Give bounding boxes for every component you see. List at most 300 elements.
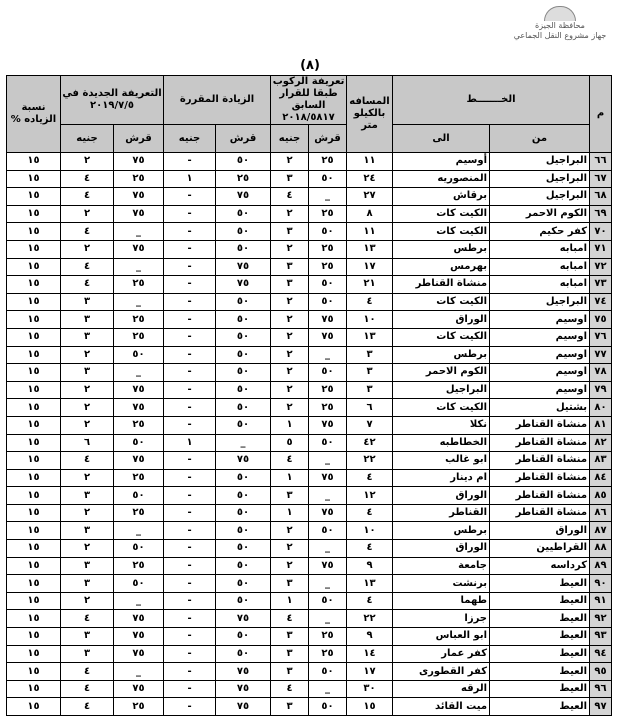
distance-cell: ٣ — [347, 381, 393, 399]
distance-cell: ٢٢ — [347, 610, 393, 628]
to-cell: نكلا — [393, 416, 490, 434]
new-pound-cell: ٢ — [61, 592, 114, 610]
col-distance-header: المسافه بالكيلو متر — [347, 76, 393, 153]
percent-cell: ١٥ — [7, 416, 61, 434]
percent-cell: ١٥ — [7, 205, 61, 223]
from-cell: منشاة القناطر — [490, 469, 590, 487]
distance-cell: ١٢ — [347, 487, 393, 505]
distance-cell: ١٠ — [347, 522, 393, 540]
from-cell: منشاة القناطر — [490, 434, 590, 452]
old-qirsh-cell: ٥٠ — [309, 434, 347, 452]
row-index: ٨٠ — [590, 399, 612, 417]
col-new-fare-header: التعريفة الجديدة في ٢٠١٩/٧/٥ — [61, 76, 164, 125]
percent-cell: ١٥ — [7, 258, 61, 276]
new-pound-cell: ٢ — [61, 346, 114, 364]
old-qirsh-cell: ٢٥ — [309, 205, 347, 223]
distance-cell: ٢١ — [347, 276, 393, 294]
percent-cell: ١٥ — [7, 188, 61, 206]
old-pound-cell: ٢ — [271, 540, 309, 558]
new-qirsh-cell: ٥٠ — [114, 346, 164, 364]
old-qirsh-cell: ٧٥ — [309, 416, 347, 434]
new-qirsh-cell: ٧٥ — [114, 188, 164, 206]
old-qirsh-cell: _ — [309, 610, 347, 628]
table-row — [7, 205, 612, 223]
new-pound-cell: ٢ — [61, 504, 114, 522]
to-cell: الكيت كات — [393, 399, 490, 417]
percent-cell: ١٥ — [7, 469, 61, 487]
row-index: ٦٨ — [590, 188, 612, 206]
to-cell: أوسيم — [393, 153, 490, 171]
inc-pound-cell: - — [164, 416, 216, 434]
distance-cell: ١٥ — [347, 698, 393, 716]
old-qirsh-cell: ٥٠ — [309, 592, 347, 610]
inc-pound-cell: - — [164, 311, 216, 329]
to-cell: الكوم الاحمر — [393, 364, 490, 382]
inc-pound-cell: - — [164, 346, 216, 364]
old-pound-cell: ١ — [271, 416, 309, 434]
new-pound-cell: ٣ — [61, 364, 114, 382]
row-index: ٧١ — [590, 240, 612, 258]
percent-cell: ١٥ — [7, 522, 61, 540]
inc-pound-cell: - — [164, 469, 216, 487]
old-pound-cell: ٣ — [271, 170, 309, 188]
inc-qirsh-cell: ٥٠ — [216, 504, 271, 522]
distance-cell: ٨ — [347, 205, 393, 223]
new-qirsh-cell: ٢٥ — [114, 698, 164, 716]
inc-pound-cell: - — [164, 240, 216, 258]
new-pound-cell: ٤ — [61, 170, 114, 188]
page-number: (٨) — [300, 58, 320, 73]
inc-pound-cell: - — [164, 698, 216, 716]
col-percent-header: نسبة الزياده % — [7, 76, 61, 153]
new-pound-cell: ٣ — [61, 628, 114, 646]
row-index: ٨٤ — [590, 469, 612, 487]
percent-cell: ١٥ — [7, 663, 61, 681]
from-cell: الوراق — [490, 522, 590, 540]
old-pound-cell: ٢ — [271, 346, 309, 364]
row-index: ٧٦ — [590, 328, 612, 346]
col-route-header: الخـــــــط — [393, 76, 590, 125]
col-inc-qirsh-header: قرش — [216, 125, 271, 153]
inc-qirsh-cell: ٧٥ — [216, 452, 271, 470]
percent-cell: ١٥ — [7, 610, 61, 628]
inc-qirsh-cell: ٥٠ — [216, 381, 271, 399]
from-cell: العيط — [490, 610, 590, 628]
table-row — [7, 698, 612, 716]
distance-cell: ٤ — [347, 469, 393, 487]
old-pound-cell: ٢ — [271, 364, 309, 382]
to-cell: كفر عمار — [393, 645, 490, 663]
to-cell: ميت القائد — [393, 698, 490, 716]
table-row — [7, 240, 612, 258]
from-cell: بشتيل — [490, 399, 590, 417]
to-cell: كفر القطورى — [393, 663, 490, 681]
from-cell: العيط — [490, 698, 590, 716]
inc-qirsh-cell: ٥٠ — [216, 328, 271, 346]
new-qirsh-cell: _ — [114, 592, 164, 610]
inc-pound-cell: - — [164, 540, 216, 558]
row-index: ٩٥ — [590, 663, 612, 681]
percent-cell: ١٥ — [7, 399, 61, 417]
inc-pound-cell: - — [164, 293, 216, 311]
col-increase-header: الزيادة المقررة — [164, 76, 271, 125]
new-qirsh-cell: _ — [114, 223, 164, 241]
new-qirsh-cell: ٧٥ — [114, 610, 164, 628]
row-index: ٦٦ — [590, 153, 612, 171]
new-qirsh-cell: _ — [114, 364, 164, 382]
percent-cell: ١٥ — [7, 240, 61, 258]
old-qirsh-cell: ٧٥ — [309, 311, 347, 329]
col-old-fare-header: تعريفة الركوب طبقا للقرار السابق ٢٠١٨/٥٨١٧ — [271, 76, 347, 125]
to-cell: المنصوريه — [393, 170, 490, 188]
row-index: ٧٨ — [590, 364, 612, 382]
from-cell: كرداسه — [490, 557, 590, 575]
old-qirsh-cell: ٥٠ — [309, 522, 347, 540]
old-qirsh-cell: ٥٠ — [309, 170, 347, 188]
old-pound-cell: ٣ — [271, 258, 309, 276]
old-pound-cell: ٣ — [271, 276, 309, 294]
inc-qirsh-cell: ٥٠ — [216, 311, 271, 329]
new-qirsh-cell: ٢٥ — [114, 469, 164, 487]
to-cell: منشاة القناطر — [393, 276, 490, 294]
distance-cell: ٤ — [347, 592, 393, 610]
old-qirsh-cell: ٢٥ — [309, 399, 347, 417]
distance-cell: ٤ — [347, 293, 393, 311]
to-cell: الرقه — [393, 680, 490, 698]
distance-cell: ٦ — [347, 399, 393, 417]
old-qirsh-cell: _ — [309, 540, 347, 558]
inc-qirsh-cell: ٥٠ — [216, 416, 271, 434]
percent-cell: ١٥ — [7, 680, 61, 698]
new-qirsh-cell: _ — [114, 293, 164, 311]
table-row — [7, 452, 612, 470]
percent-cell: ١٥ — [7, 645, 61, 663]
row-index: ٧٤ — [590, 293, 612, 311]
from-cell: امبابه — [490, 276, 590, 294]
row-index: ٨٧ — [590, 522, 612, 540]
table-row — [7, 170, 612, 188]
old-pound-cell: ١ — [271, 504, 309, 522]
new-qirsh-cell: ٢٥ — [114, 276, 164, 294]
dome-icon — [544, 6, 576, 21]
col-inc-pound-header: جنيه — [164, 125, 216, 153]
new-qirsh-cell: _ — [114, 663, 164, 681]
row-index: ٩٧ — [590, 698, 612, 716]
new-pound-cell: ٤ — [61, 276, 114, 294]
old-qirsh-cell: _ — [309, 575, 347, 593]
old-qirsh-cell: ٢٥ — [309, 628, 347, 646]
new-pound-cell: ٢ — [61, 540, 114, 558]
new-qirsh-cell: ٢٥ — [114, 328, 164, 346]
new-pound-cell: ٣ — [61, 487, 114, 505]
fare-table — [6, 75, 612, 716]
old-pound-cell: ٢ — [271, 381, 309, 399]
distance-cell: ١٧ — [347, 663, 393, 681]
percent-cell: ١٥ — [7, 223, 61, 241]
old-qirsh-cell: ٢٥ — [309, 645, 347, 663]
percent-cell: ١٥ — [7, 381, 61, 399]
distance-cell: ٩ — [347, 557, 393, 575]
table-row — [7, 223, 612, 241]
old-qirsh-cell: ٥٠ — [309, 364, 347, 382]
percent-cell: ١٥ — [7, 311, 61, 329]
from-cell: كفر حكيم — [490, 223, 590, 241]
inc-qirsh-cell: ٥٠ — [216, 364, 271, 382]
table-row — [7, 399, 612, 417]
inc-qirsh-cell: _ — [216, 434, 271, 452]
percent-cell: ١٥ — [7, 575, 61, 593]
to-cell: ابو العباس — [393, 628, 490, 646]
old-qirsh-cell: ٧٥ — [309, 557, 347, 575]
to-cell: الوراق — [393, 311, 490, 329]
table-row — [7, 364, 612, 382]
table-row — [7, 487, 612, 505]
from-cell: العيط — [490, 575, 590, 593]
col-from-header: من — [490, 125, 590, 153]
row-index: ٨٦ — [590, 504, 612, 522]
row-index: ٩١ — [590, 592, 612, 610]
old-qirsh-cell: _ — [309, 452, 347, 470]
new-qirsh-cell: ٢٥ — [114, 311, 164, 329]
from-cell: العيط — [490, 645, 590, 663]
table-row — [7, 311, 612, 329]
old-pound-cell: ٣ — [271, 223, 309, 241]
new-pound-cell: ٣ — [61, 311, 114, 329]
old-qirsh-cell: _ — [309, 346, 347, 364]
old-qirsh-cell: ٥٠ — [309, 276, 347, 294]
table-row — [7, 293, 612, 311]
old-pound-cell: ٣ — [271, 487, 309, 505]
table-row — [7, 522, 612, 540]
row-index: ٨٢ — [590, 434, 612, 452]
new-pound-cell: ٦ — [61, 434, 114, 452]
percent-cell: ١٥ — [7, 293, 61, 311]
inc-qirsh-cell: ٧٥ — [216, 258, 271, 276]
old-pound-cell: ٣ — [271, 575, 309, 593]
from-cell: القراطيين — [490, 540, 590, 558]
from-cell: منشاة القناطر — [490, 504, 590, 522]
old-pound-cell: ٤ — [271, 452, 309, 470]
inc-qirsh-cell: ٧٥ — [216, 663, 271, 681]
inc-qirsh-cell: ٥٠ — [216, 522, 271, 540]
percent-cell: ١٥ — [7, 487, 61, 505]
distance-cell: ٤٢ — [347, 434, 393, 452]
col-index-header: م — [590, 76, 612, 153]
table-row — [7, 258, 612, 276]
inc-qirsh-cell: ٥٠ — [216, 293, 271, 311]
table-row — [7, 276, 612, 294]
new-pound-cell: ٢ — [61, 469, 114, 487]
distance-cell: ٢٧ — [347, 188, 393, 206]
inc-qirsh-cell: ٢٥ — [216, 170, 271, 188]
new-pound-cell: ٤ — [61, 258, 114, 276]
table-row — [7, 153, 612, 171]
inc-qirsh-cell: ٥٠ — [216, 223, 271, 241]
new-qirsh-cell: ٥٠ — [114, 575, 164, 593]
distance-cell: ٢٤ — [347, 170, 393, 188]
new-pound-cell: ٢ — [61, 399, 114, 417]
new-pound-cell: ٢ — [61, 240, 114, 258]
col-new-qirsh-header: قرش — [114, 125, 164, 153]
new-qirsh-cell: ٧٥ — [114, 381, 164, 399]
inc-qirsh-cell: ٥٠ — [216, 153, 271, 171]
distance-cell: ٣ — [347, 346, 393, 364]
new-qirsh-cell: ٧٥ — [114, 628, 164, 646]
from-cell: البراجيل — [490, 188, 590, 206]
to-cell: جامعة — [393, 557, 490, 575]
percent-cell: ١٥ — [7, 504, 61, 522]
percent-cell: ١٥ — [7, 698, 61, 716]
new-pound-cell: ٣ — [61, 293, 114, 311]
from-cell: البراجيل — [490, 293, 590, 311]
new-qirsh-cell: ٢٥ — [114, 170, 164, 188]
from-cell: امبابه — [490, 240, 590, 258]
inc-pound-cell: - — [164, 399, 216, 417]
from-cell: الكوم الاحمر — [490, 205, 590, 223]
row-index: ٧٠ — [590, 223, 612, 241]
to-cell: الكيت كات — [393, 205, 490, 223]
inc-qirsh-cell: ٥٠ — [216, 205, 271, 223]
logo-line-2: جهاز مشروع النقل الجماعي — [513, 31, 607, 40]
table-row — [7, 540, 612, 558]
logo-line-1: محافظة الجيزة — [535, 21, 585, 30]
inc-qirsh-cell: ٥٠ — [216, 628, 271, 646]
row-index: ٩٦ — [590, 680, 612, 698]
new-qirsh-cell: ٥٠ — [114, 487, 164, 505]
from-cell: اوسيم — [490, 381, 590, 399]
distance-cell: ٧ — [347, 416, 393, 434]
row-index: ٩٠ — [590, 575, 612, 593]
to-cell: القناطر — [393, 504, 490, 522]
to-cell: الكيت كات — [393, 223, 490, 241]
table-row — [7, 328, 612, 346]
row-index: ٩٣ — [590, 628, 612, 646]
new-pound-cell: ٤ — [61, 188, 114, 206]
table-row — [7, 663, 612, 681]
row-index: ٨٥ — [590, 487, 612, 505]
inc-pound-cell: - — [164, 205, 216, 223]
distance-cell: ٩ — [347, 628, 393, 646]
from-cell: اوسيم — [490, 311, 590, 329]
new-qirsh-cell: ٢٥ — [114, 416, 164, 434]
old-qirsh-cell: ٧٥ — [309, 504, 347, 522]
distance-cell: ١١ — [347, 153, 393, 171]
to-cell: برقاش — [393, 188, 490, 206]
table-row — [7, 346, 612, 364]
old-qirsh-cell: ٥٠ — [309, 663, 347, 681]
old-pound-cell: ٣ — [271, 628, 309, 646]
new-qirsh-cell: ٧٥ — [114, 240, 164, 258]
inc-pound-cell: - — [164, 610, 216, 628]
old-qirsh-cell: ٥٠ — [309, 223, 347, 241]
to-cell: الوراق — [393, 540, 490, 558]
percent-cell: ١٥ — [7, 346, 61, 364]
to-cell: الوراق — [393, 487, 490, 505]
table-row — [7, 680, 612, 698]
new-pound-cell: ٤ — [61, 610, 114, 628]
old-qirsh-cell: ٢٥ — [309, 153, 347, 171]
old-qirsh-cell: ٢٥ — [309, 381, 347, 399]
to-cell: الكيت كات — [393, 293, 490, 311]
table-row — [7, 504, 612, 522]
inc-qirsh-cell: ٧٥ — [216, 610, 271, 628]
governorate-logo — [505, 6, 615, 48]
table-row — [7, 645, 612, 663]
row-index: ٧٥ — [590, 311, 612, 329]
inc-qirsh-cell: ٥٠ — [216, 346, 271, 364]
distance-cell: ١٣ — [347, 575, 393, 593]
old-pound-cell: ٢ — [271, 557, 309, 575]
percent-cell: ١٥ — [7, 540, 61, 558]
table-row — [7, 610, 612, 628]
to-cell: برنشت — [393, 575, 490, 593]
old-qirsh-cell: _ — [309, 188, 347, 206]
percent-cell: ١٥ — [7, 557, 61, 575]
percent-cell: ١٥ — [7, 452, 61, 470]
old-pound-cell: ٢ — [271, 328, 309, 346]
new-pound-cell: ٢ — [61, 381, 114, 399]
new-qirsh-cell: ٥٠ — [114, 434, 164, 452]
table-row — [7, 592, 612, 610]
percent-cell: ١٥ — [7, 153, 61, 171]
table-row — [7, 557, 612, 575]
new-qirsh-cell: ٢٥ — [114, 504, 164, 522]
old-pound-cell: ١ — [271, 469, 309, 487]
from-cell: اوسيم — [490, 328, 590, 346]
from-cell: اوسيم — [490, 364, 590, 382]
inc-pound-cell: ١ — [164, 170, 216, 188]
table-row — [7, 469, 612, 487]
inc-pound-cell: - — [164, 487, 216, 505]
old-pound-cell: ٢ — [271, 522, 309, 540]
old-pound-cell: ٣ — [271, 698, 309, 716]
distance-cell: ٣ — [347, 364, 393, 382]
to-cell: بهرمس — [393, 258, 490, 276]
table-row — [7, 434, 612, 452]
col-new-pound-header: جنيه — [61, 125, 114, 153]
new-pound-cell: ٣ — [61, 328, 114, 346]
distance-cell: ١٤ — [347, 645, 393, 663]
from-cell: امبابه — [490, 258, 590, 276]
inc-qirsh-cell: ٧٥ — [216, 680, 271, 698]
old-qirsh-cell: _ — [309, 487, 347, 505]
distance-cell: ٤ — [347, 504, 393, 522]
distance-cell: ٣٠ — [347, 680, 393, 698]
new-pound-cell: ٢ — [61, 153, 114, 171]
old-pound-cell: ٤ — [271, 680, 309, 698]
row-index: ٨٣ — [590, 452, 612, 470]
old-pound-cell: ٢ — [271, 240, 309, 258]
from-cell: العيط — [490, 680, 590, 698]
percent-cell: ١٥ — [7, 592, 61, 610]
percent-cell: ١٥ — [7, 628, 61, 646]
table-row — [7, 628, 612, 646]
new-pound-cell: ٣ — [61, 575, 114, 593]
distance-cell: ١٣ — [347, 240, 393, 258]
to-cell: ام دينار — [393, 469, 490, 487]
new-qirsh-cell: ٧٥ — [114, 153, 164, 171]
row-index: ٧٣ — [590, 276, 612, 294]
to-cell: برطس — [393, 346, 490, 364]
old-pound-cell: ٣ — [271, 663, 309, 681]
new-pound-cell: ٤ — [61, 223, 114, 241]
old-pound-cell: ١ — [271, 592, 309, 610]
old-pound-cell: ٤ — [271, 610, 309, 628]
inc-qirsh-cell: ٥٠ — [216, 645, 271, 663]
inc-pound-cell: - — [164, 504, 216, 522]
from-cell: البراجيل — [490, 170, 590, 188]
inc-pound-cell: - — [164, 663, 216, 681]
